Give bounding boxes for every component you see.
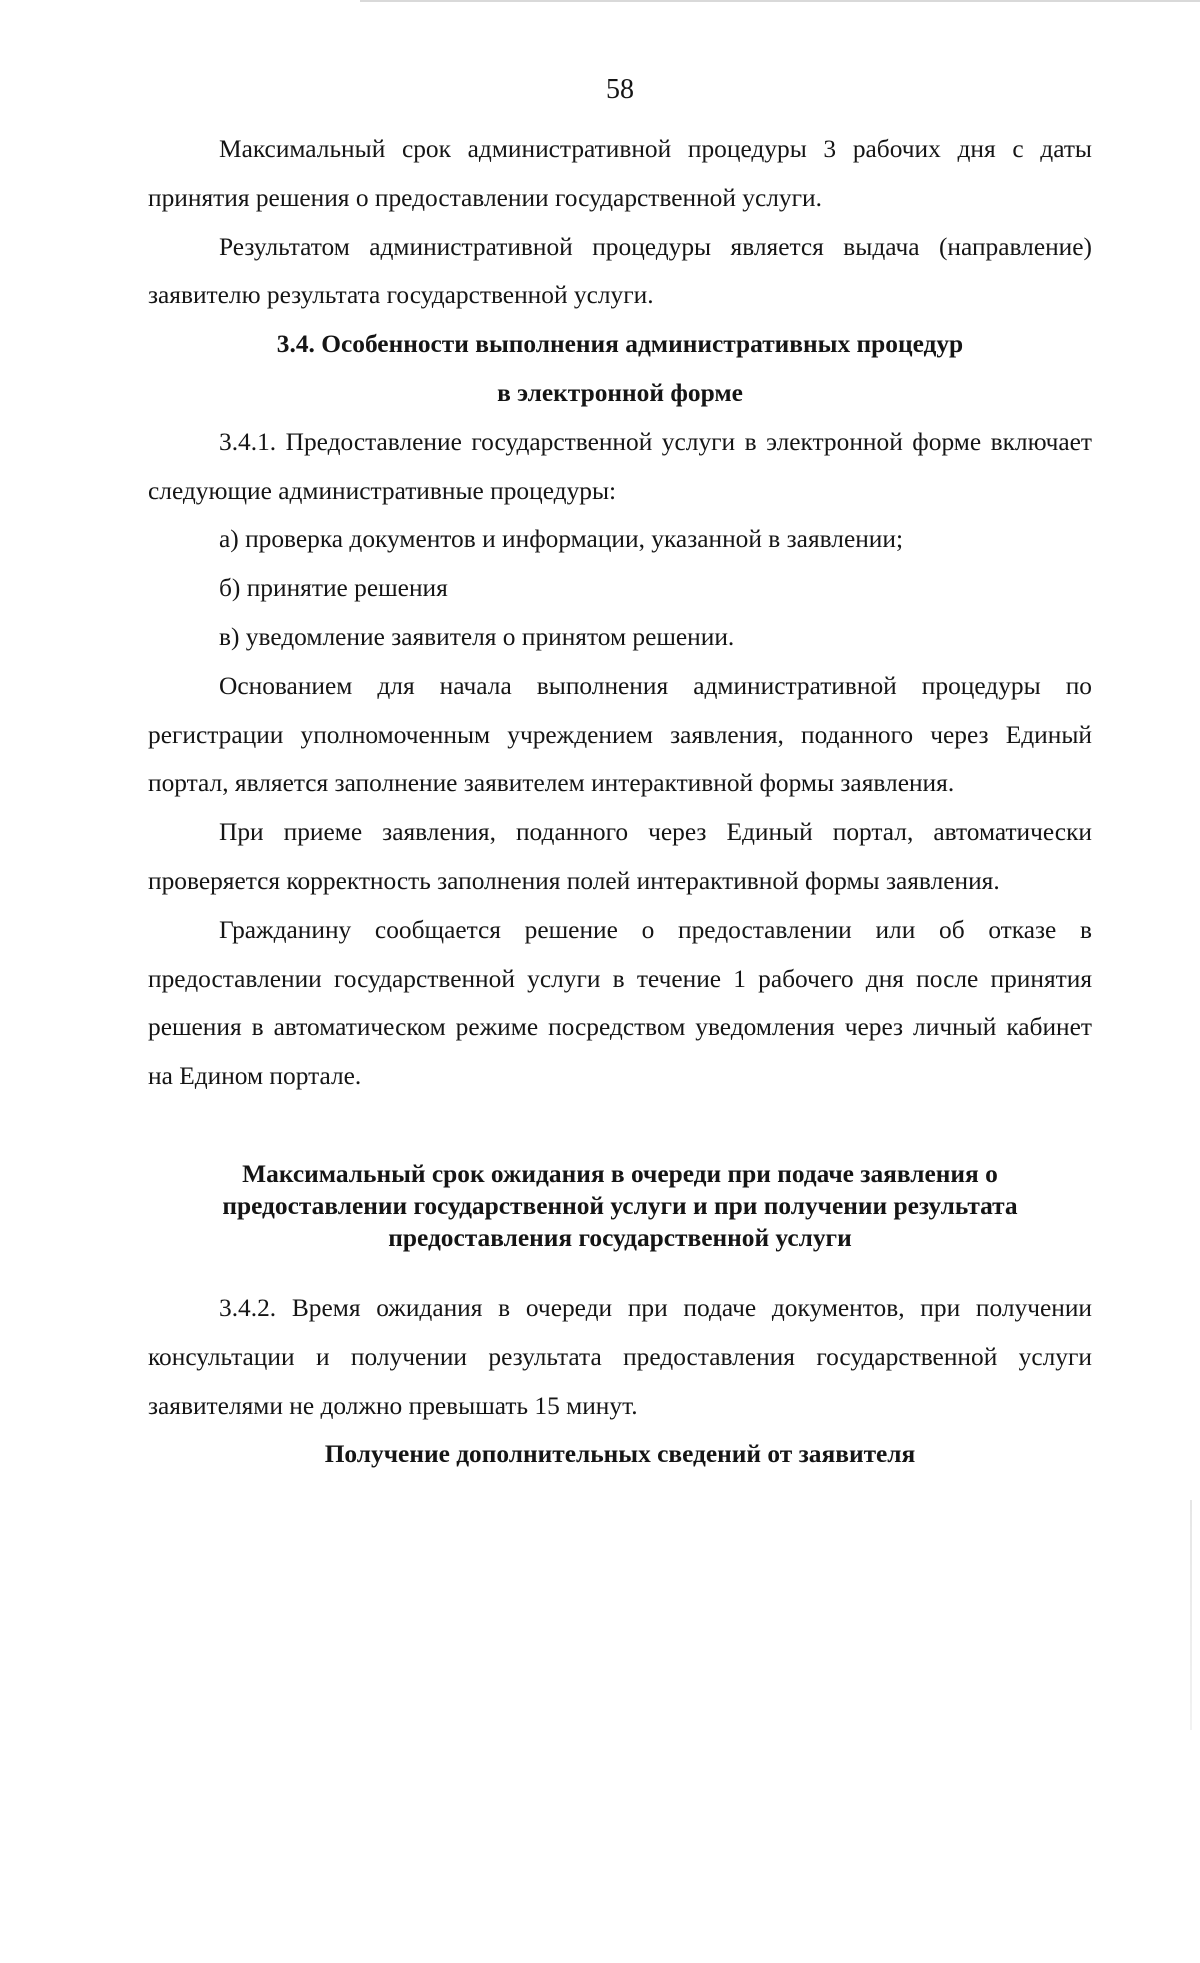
paragraph-result: Результатом административной процедуры является выдача (направление) заявителю результата государственной услуги. [148, 232, 1092, 310]
paragraph-notification: Гражданину сообщается решение о предоставлении или об отказе в предоставлении государственной услуги в течение 1 рабочего дня после принятия решения в автоматическом режиме посредством уведомления через личный кабинет на Едином портале. [148, 915, 1092, 1091]
blank-line [148, 1254, 1092, 1284]
scan-edge-shadow [1190, 1500, 1192, 1730]
section-heading-extra-info: Получение дополнительных сведений от заявителя [324, 1440, 916, 1469]
scan-edge-line [360, 0, 1200, 2]
section-heading-wait-line2: предоставлении государственной услуги и при получении результата [222, 1191, 1018, 1220]
blank-line [148, 1101, 1092, 1150]
paragraph-validation: При приеме заявления, поданного через Единый портал, автоматически проверяется корректность заполнения полей интерактивной формы заявления. [148, 818, 1092, 895]
paragraph-3-4-1: 3.4.1. Предоставление государственной услуги в электронной форме включает следующие административные процедуры: [148, 427, 1092, 505]
section-heading-wait-line1: Максимальный срок ожидания в очереди при подаче заявления о [242, 1159, 998, 1188]
section-heading-3-4-line2: в электронной форме [497, 378, 743, 407]
list-item-c: в) уведомление заявителя о принятом решении. [219, 622, 735, 651]
document-body [148, 125, 1092, 1479]
paragraph-basis: Основанием для начала выполнения административной процедуры по регистрации уполномоченным учреждением заявления, поданного через Единый портал, является заполнение заявителем интерактивной формы заявления. [148, 671, 1092, 798]
list-item-a: а) проверка документов и информации, указанной в заявлении; [219, 525, 904, 554]
list-item-b: б) принятие решения [219, 574, 448, 603]
section-heading-3-4-line1: 3.4. Особенности выполнения административных процедур [276, 330, 964, 359]
paragraph-3-4-2: 3.4.2. Время ожидания в очереди при подаче документов, при получении консультации и получении результата предоставления государственной услуги заявителями не должно превышать 15 минут. [148, 1293, 1092, 1420]
page-number: 58 [606, 74, 634, 105]
paragraph-max-term: Максимальный срок административной процедуры 3 рабочих дня с даты принятия решения о предоставлении государственной услуги. [148, 135, 1092, 212]
section-heading-wait-line3: предоставления государственной услуги [388, 1223, 852, 1252]
